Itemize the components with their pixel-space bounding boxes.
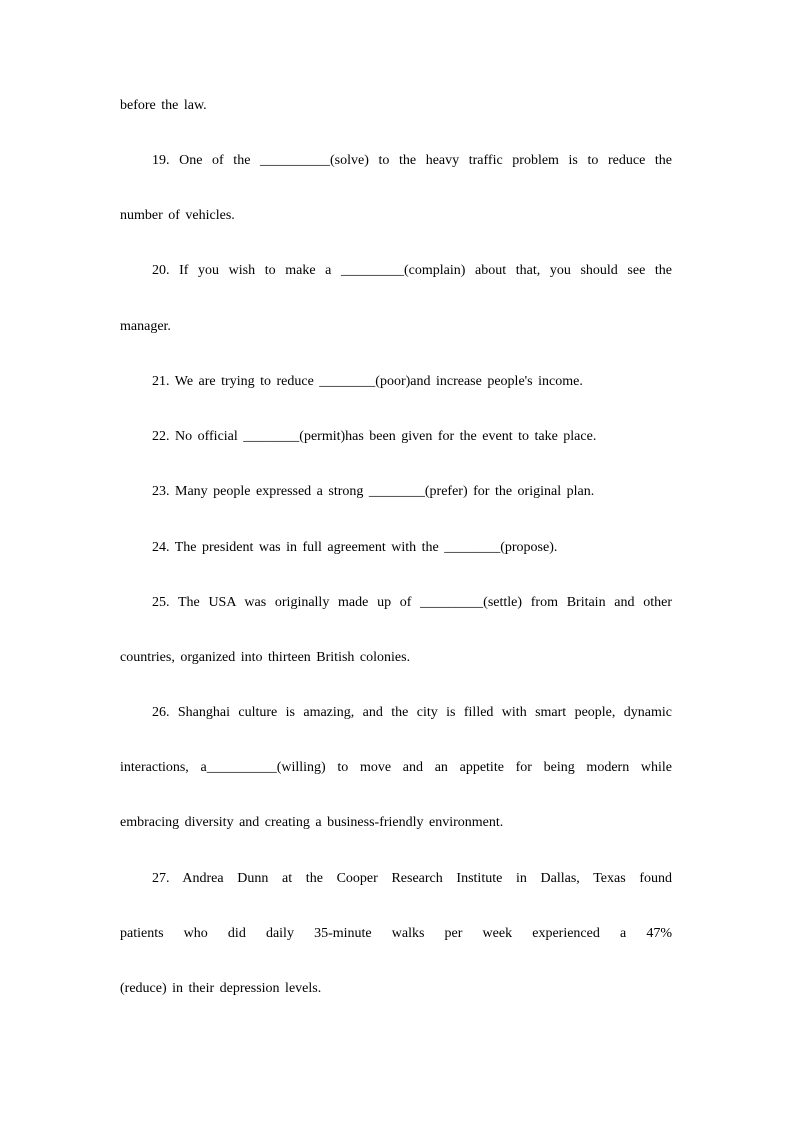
text-line: number of vehicles. — [120, 208, 235, 223]
question-24: 24. The president was in full agreement with the ________(propose). — [152, 540, 558, 555]
text-line: manager. — [120, 319, 171, 334]
question-26: 26. Shanghai culture is amazing, and the city is filled with smart people, dynamic — [152, 705, 672, 720]
question-27: 27. Andrea Dunn at the Cooper Research Institute in Dallas, Texas found — [152, 871, 672, 886]
text-line: countries, organized into thirteen British colonies. — [120, 650, 411, 665]
question-25: 25. The USA was originally made up of _________(settle) from Britain and other — [152, 595, 672, 610]
text-line: (reduce) in their depression levels. — [120, 981, 322, 996]
question-22: 22. No official ________(permit)has been given for the event to take place. — [152, 429, 597, 444]
question-23: 23. Many people expressed a strong ________(prefer) for the original plan. — [152, 484, 595, 499]
question-19: 19. One of the __________(solve) to the heavy traffic problem is to reduce the — [152, 153, 672, 168]
question-21: 21. We are trying to reduce ________(poor)and increase people's income. — [152, 374, 583, 389]
text-line: patients who did daily 35-minute walks per week experienced a 47% — [120, 926, 672, 941]
text-line: embracing diversity and creating a business-friendly environment. — [120, 815, 504, 830]
text-line: interactions, a__________(willing) to move and an appetite for being modern while — [120, 760, 672, 775]
question-20: 20. If you wish to make a _________(complain) about that, you should see the — [152, 263, 672, 278]
text-line: before the law. — [120, 98, 207, 113]
